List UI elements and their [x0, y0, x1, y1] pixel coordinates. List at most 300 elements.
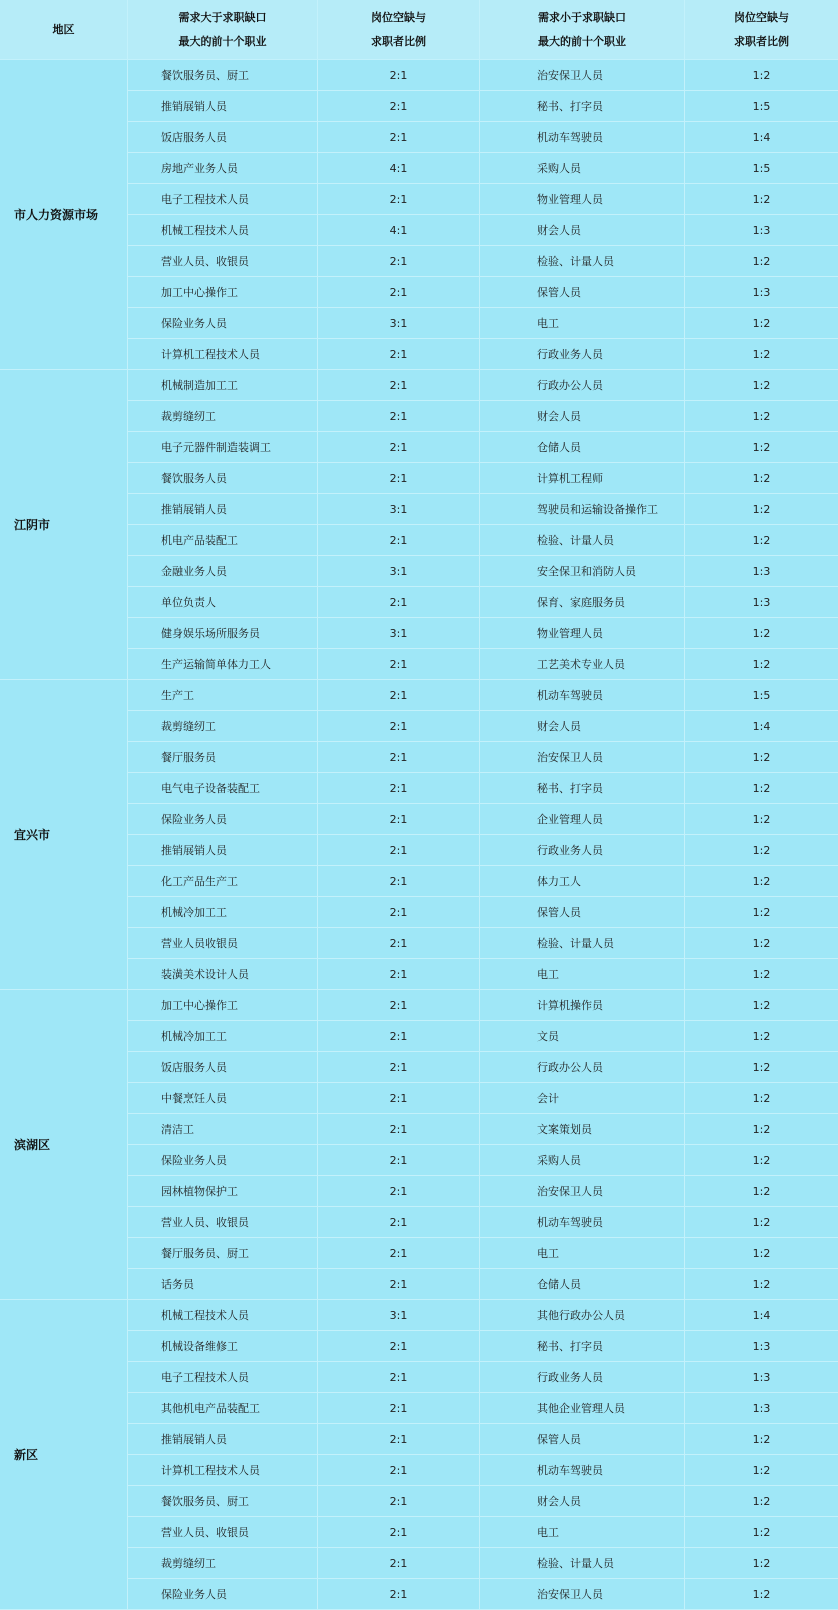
high-demand-occupation: 餐饮服务员、厨工: [161, 1495, 249, 1508]
high-demand-ratio-cell: [318, 1393, 480, 1424]
high-demand-occupation-cell: [128, 1486, 318, 1517]
high-demand-occupation: 饭店服务人员: [161, 1061, 227, 1074]
low-demand-occupation-cell: [480, 742, 685, 773]
high-demand-ratio-cell: [318, 990, 480, 1021]
low-demand-ratio-cell: [685, 1176, 838, 1207]
high-demand-occupation-cell: [128, 897, 318, 928]
low-demand-occupation: 文案策划员: [537, 1123, 592, 1136]
low-demand-occupation-cell: [480, 1331, 685, 1362]
high-demand-ratio-cell: [318, 122, 480, 153]
low-demand-ratio-cell: [685, 1548, 838, 1579]
low-demand-ratio-cell: [685, 308, 838, 339]
high-demand-ratio: 2:1: [389, 936, 408, 950]
high-demand-occupation-cell: [128, 463, 318, 494]
header-low-demand-ratio: [685, 0, 838, 60]
low-demand-occupation: 物业管理人员: [537, 193, 603, 206]
high-demand-ratio: 2:1: [389, 1215, 408, 1229]
high-demand-occupation-cell: [128, 1269, 318, 1300]
low-demand-ratio: 1:2: [752, 967, 771, 981]
high-demand-occupation: 裁剪缝纫工: [161, 410, 216, 423]
high-demand-occupation-cell: [128, 1207, 318, 1238]
low-demand-occupation: 计算机操作员: [537, 999, 603, 1012]
low-demand-ratio-cell: [685, 649, 838, 680]
high-demand-ratio: 2:1: [389, 1556, 408, 1570]
low-demand-ratio: 1:4: [752, 1308, 771, 1322]
low-demand-occupation-cell: [480, 1486, 685, 1517]
low-demand-ratio-cell: [685, 339, 838, 370]
high-demand-occupation: 营业人员、收银员: [161, 1216, 249, 1229]
low-demand-occupation: 检验、计量人员: [537, 534, 614, 547]
low-demand-ratio: 1:2: [752, 750, 771, 764]
low-demand-ratio: 1:2: [752, 502, 771, 516]
high-demand-ratio-cell: [318, 339, 480, 370]
low-demand-ratio: 1:2: [752, 378, 771, 392]
high-demand-ratio-cell: [318, 1424, 480, 1455]
high-demand-occupation: 保险业务人员: [161, 317, 227, 330]
high-demand-ratio-cell: [318, 773, 480, 804]
high-demand-ratio-cell: [318, 556, 480, 587]
low-demand-occupation: 机动车驾驶员: [537, 1216, 603, 1229]
high-demand-occupation: 园林植物保护工: [161, 1185, 238, 1198]
low-demand-ratio: 1:2: [752, 1184, 771, 1198]
low-demand-ratio-cell: [685, 494, 838, 525]
header-high-ratio-line-1: 岗位空缺与: [371, 10, 426, 24]
low-demand-occupation-cell: [480, 959, 685, 990]
high-demand-ratio: 2:1: [389, 595, 408, 609]
high-demand-ratio: 2:1: [389, 1122, 408, 1136]
low-demand-ratio-cell: [685, 122, 838, 153]
low-demand-occupation: 财会人员: [537, 410, 581, 423]
low-demand-ratio-cell: [685, 1114, 838, 1145]
high-demand-ratio-cell: [318, 587, 480, 618]
low-demand-ratio: 1:2: [752, 1122, 771, 1136]
low-demand-ratio: 1:2: [752, 905, 771, 919]
header-region: [0, 0, 128, 60]
low-demand-occupation-cell: [480, 1548, 685, 1579]
high-demand-ratio: 3:1: [389, 502, 408, 516]
low-demand-occupation-cell: [480, 246, 685, 277]
low-demand-occupation: 检验、计量人员: [537, 937, 614, 950]
low-demand-occupation: 行政办公人员: [537, 379, 603, 392]
high-demand-occupation-cell: [128, 1052, 318, 1083]
high-demand-ratio: 2:1: [389, 471, 408, 485]
header-low-title-line-1: 需求小于求职缺口: [538, 10, 626, 24]
high-demand-ratio-cell: [318, 1362, 480, 1393]
high-demand-ratio: 4:1: [389, 223, 408, 237]
low-demand-ratio: 1:5: [752, 688, 771, 702]
high-demand-occupation-cell: [128, 122, 318, 153]
high-demand-occupation-cell: [128, 370, 318, 401]
low-demand-ratio: 1:2: [752, 254, 771, 268]
low-demand-ratio-cell: [685, 1021, 838, 1052]
low-demand-occupation: 计算机工程师: [537, 472, 603, 485]
header-low-title-line-2: 最大的前十个职业: [538, 34, 626, 48]
low-demand-occupation: 保管人员: [537, 906, 581, 919]
high-demand-occupation: 计算机工程技术人员: [161, 348, 260, 361]
region-name: 滨湖区: [14, 1138, 51, 1152]
high-demand-ratio-cell: [318, 494, 480, 525]
high-demand-occupation-cell: [128, 959, 318, 990]
low-demand-ratio-cell: [685, 866, 838, 897]
low-demand-ratio: 1:2: [752, 1432, 771, 1446]
low-demand-ratio-cell: [685, 246, 838, 277]
high-demand-ratio: 2:1: [389, 719, 408, 733]
high-demand-ratio-cell: [318, 1238, 480, 1269]
low-demand-ratio: 1:2: [752, 68, 771, 82]
low-demand-occupation-cell: [480, 60, 685, 91]
low-demand-occupation-cell: [480, 1517, 685, 1548]
low-demand-occupation-cell: [480, 1300, 685, 1331]
low-demand-occupation-cell: [480, 835, 685, 866]
low-demand-occupation-cell: [480, 990, 685, 1021]
high-demand-occupation-cell: [128, 1393, 318, 1424]
low-demand-occupation: 检验、计量人员: [537, 1557, 614, 1570]
low-demand-ratio: 1:2: [752, 533, 771, 547]
high-demand-ratio-cell: [318, 215, 480, 246]
low-demand-ratio: 1:2: [752, 812, 771, 826]
high-demand-ratio-cell: [318, 91, 480, 122]
high-demand-ratio: 2:1: [389, 998, 408, 1012]
low-demand-ratio: 1:2: [752, 1029, 771, 1043]
low-demand-occupation-cell: [480, 866, 685, 897]
low-demand-ratio-cell: [685, 1207, 838, 1238]
low-demand-occupation-cell: [480, 1145, 685, 1176]
high-demand-occupation-cell: [128, 711, 318, 742]
low-demand-occupation-cell: [480, 1579, 685, 1610]
low-demand-occupation: 工艺美术专业人员: [537, 658, 625, 671]
low-demand-ratio-cell: [685, 215, 838, 246]
low-demand-ratio: 1:2: [752, 347, 771, 361]
high-demand-occupation-cell: [128, 494, 318, 525]
high-demand-ratio-cell: [318, 1331, 480, 1362]
high-demand-ratio-cell: [318, 804, 480, 835]
high-demand-occupation-cell: [128, 432, 318, 463]
header-high-demand-ratio: [318, 0, 480, 60]
high-demand-ratio-cell: [318, 866, 480, 897]
low-demand-ratio-cell: [685, 587, 838, 618]
high-demand-occupation-cell: [128, 1362, 318, 1393]
high-demand-ratio: 2:1: [389, 254, 408, 268]
high-demand-ratio: 2:1: [389, 1370, 408, 1384]
high-demand-occupation-cell: [128, 1114, 318, 1145]
high-demand-ratio-cell: [318, 1269, 480, 1300]
low-demand-ratio: 1:2: [752, 440, 771, 454]
high-demand-ratio-cell: [318, 60, 480, 91]
high-demand-occupation: 推销展销人员: [161, 100, 227, 113]
low-demand-occupation: 体力工人: [537, 875, 581, 888]
low-demand-ratio-cell: [685, 1300, 838, 1331]
high-demand-occupation: 单位负责人: [161, 596, 216, 609]
low-demand-occupation: 保育、家庭服务员: [537, 596, 625, 609]
low-demand-ratio-cell: [685, 432, 838, 463]
high-demand-occupation: 保险业务人员: [161, 1588, 227, 1601]
high-demand-occupation: 健身娱乐场所服务员: [161, 627, 260, 640]
low-demand-occupation: 采购人员: [537, 162, 581, 175]
low-demand-occupation: 治安保卫人员: [537, 751, 603, 764]
high-demand-occupation-cell: [128, 1517, 318, 1548]
high-demand-occupation-cell: [128, 1083, 318, 1114]
high-demand-occupation: 机械工程技术人员: [161, 224, 249, 237]
high-demand-occupation: 机械制造加工工: [161, 379, 238, 392]
high-demand-ratio: 2:1: [389, 905, 408, 919]
low-demand-occupation-cell: [480, 308, 685, 339]
region-name: 新区: [14, 1448, 39, 1462]
high-demand-occupation: 电子元器件制造装调工: [161, 441, 271, 454]
high-demand-occupation: 话务员: [161, 1278, 194, 1291]
high-demand-occupation: 裁剪缝纫工: [161, 720, 216, 733]
high-demand-ratio-cell: [318, 1548, 480, 1579]
low-demand-ratio: 1:3: [752, 1339, 771, 1353]
low-demand-ratio-cell: [685, 990, 838, 1021]
low-demand-ratio: 1:2: [752, 471, 771, 485]
low-demand-occupation: 机动车驾驶员: [537, 131, 603, 144]
high-demand-occupation: 其他机电产品装配工: [161, 1402, 260, 1415]
high-demand-ratio-cell: [318, 618, 480, 649]
high-demand-ratio-cell: [318, 1021, 480, 1052]
high-demand-ratio-cell: [318, 463, 480, 494]
high-demand-occupation: 推销展销人员: [161, 1433, 227, 1446]
low-demand-ratio-cell: [685, 1424, 838, 1455]
high-demand-occupation-cell: [128, 153, 318, 184]
low-demand-ratio-cell: [685, 1238, 838, 1269]
high-demand-ratio-cell: [318, 153, 480, 184]
low-demand-ratio: 1:3: [752, 1401, 771, 1415]
low-demand-occupation: 财会人员: [537, 1495, 581, 1508]
low-demand-ratio: 1:2: [752, 192, 771, 206]
low-demand-occupation: 行政业务人员: [537, 844, 603, 857]
high-demand-occupation: 餐饮服务人员: [161, 472, 227, 485]
high-demand-occupation: 推销展销人员: [161, 844, 227, 857]
low-demand-ratio-cell: [685, 680, 838, 711]
low-demand-occupation: 行政办公人员: [537, 1061, 603, 1074]
high-demand-occupation: 计算机工程技术人员: [161, 1464, 260, 1477]
low-demand-ratio-cell: [685, 525, 838, 556]
low-demand-ratio-cell: [685, 742, 838, 773]
high-demand-occupation-cell: [128, 990, 318, 1021]
high-demand-occupation-cell: [128, 1176, 318, 1207]
high-demand-ratio-cell: [318, 680, 480, 711]
low-demand-occupation-cell: [480, 1393, 685, 1424]
low-demand-occupation-cell: [480, 556, 685, 587]
low-demand-occupation: 治安保卫人员: [537, 1185, 603, 1198]
low-demand-occupation-cell: [480, 1021, 685, 1052]
high-demand-occupation: 餐厅服务员、厨工: [161, 1247, 249, 1260]
region-name: 市人力资源市场: [14, 208, 99, 222]
low-demand-ratio: 1:2: [752, 1556, 771, 1570]
low-demand-occupation-cell: [480, 618, 685, 649]
high-demand-ratio: 2:1: [389, 1525, 408, 1539]
high-demand-occupation-cell: [128, 91, 318, 122]
header-high-title-line-1: 需求大于求职缺口: [178, 10, 267, 24]
high-demand-ratio: 2:1: [389, 99, 408, 113]
low-demand-ratio-cell: [685, 1393, 838, 1424]
header-low-ratio-line-2: 求职者比例: [734, 34, 789, 48]
low-demand-ratio: 1:4: [752, 130, 771, 144]
high-demand-ratio: 2:1: [389, 1277, 408, 1291]
low-demand-ratio-cell: [685, 1362, 838, 1393]
high-demand-occupation-cell: [128, 773, 318, 804]
low-demand-occupation: 电工: [537, 1526, 559, 1539]
low-demand-ratio: 1:2: [752, 1525, 771, 1539]
low-demand-occupation: 企业管理人员: [537, 813, 603, 826]
region-name: 江阴市: [14, 518, 51, 532]
low-demand-occupation-cell: [480, 370, 685, 401]
high-demand-ratio-cell: [318, 1207, 480, 1238]
high-demand-occupation: 营业人员、收银员: [161, 255, 249, 268]
header-region-label: 地区: [52, 22, 75, 36]
low-demand-ratio: 1:2: [752, 1153, 771, 1167]
high-demand-ratio: 2:1: [389, 440, 408, 454]
low-demand-ratio-cell: [685, 928, 838, 959]
high-demand-occupation: 机械冷加工工: [161, 1030, 227, 1043]
high-demand-occupation: 清洁工: [161, 1123, 194, 1136]
low-demand-ratio: 1:3: [752, 223, 771, 237]
high-demand-ratio-cell: [318, 1176, 480, 1207]
high-demand-ratio: 2:1: [389, 1401, 408, 1415]
low-demand-ratio: 1:2: [752, 1463, 771, 1477]
low-demand-occupation-cell: [480, 525, 685, 556]
low-demand-occupation-cell: [480, 215, 685, 246]
high-demand-occupation-cell: [128, 1021, 318, 1052]
high-demand-occupation: 电气电子设备装配工: [161, 782, 260, 795]
low-demand-ratio: 1:2: [752, 781, 771, 795]
high-demand-occupation: 机械冷加工工: [161, 906, 227, 919]
high-demand-ratio-cell: [318, 1083, 480, 1114]
low-demand-ratio-cell: [685, 1579, 838, 1610]
high-demand-ratio: 2:1: [389, 409, 408, 423]
low-demand-occupation-cell: [480, 91, 685, 122]
low-demand-ratio-cell: [685, 60, 838, 91]
low-demand-ratio-cell: [685, 804, 838, 835]
low-demand-occupation: 电工: [537, 317, 559, 330]
high-demand-ratio: 3:1: [389, 316, 408, 330]
high-demand-occupation: 金融业务人员: [161, 565, 227, 578]
region-cell: [0, 60, 128, 370]
low-demand-occupation-cell: [480, 897, 685, 928]
region-name: 宜兴市: [14, 828, 51, 842]
high-demand-occupation-cell: [128, 184, 318, 215]
high-demand-ratio: 2:1: [389, 285, 408, 299]
low-demand-occupation: 采购人员: [537, 1154, 581, 1167]
high-demand-occupation-cell: [128, 742, 318, 773]
low-demand-occupation: 行政业务人员: [537, 1371, 603, 1384]
high-demand-ratio: 2:1: [389, 657, 408, 671]
high-demand-ratio-cell: [318, 184, 480, 215]
high-demand-ratio-cell: [318, 370, 480, 401]
low-demand-ratio-cell: [685, 153, 838, 184]
high-demand-ratio-cell: [318, 1455, 480, 1486]
high-demand-ratio-cell: [318, 1579, 480, 1610]
low-demand-occupation-cell: [480, 587, 685, 618]
high-demand-occupation-cell: [128, 649, 318, 680]
high-demand-occupation: 装潢美术设计人员: [161, 968, 249, 981]
low-demand-occupation: 秘书、打字员: [537, 1340, 603, 1353]
low-demand-ratio: 1:2: [752, 1246, 771, 1260]
low-demand-ratio: 1:2: [752, 409, 771, 423]
low-demand-ratio: 1:3: [752, 564, 771, 578]
low-demand-occupation: 驾驶员和运输设备操作工: [537, 503, 658, 516]
header-high-demand-occupations: [128, 0, 318, 60]
high-demand-ratio: 2:1: [389, 1029, 408, 1043]
high-demand-occupation-cell: [128, 928, 318, 959]
low-demand-ratio-cell: [685, 711, 838, 742]
high-demand-occupation: 机电产品装配工: [161, 534, 238, 547]
low-demand-ratio-cell: [685, 1331, 838, 1362]
high-demand-ratio-cell: [318, 525, 480, 556]
low-demand-occupation-cell: [480, 463, 685, 494]
low-demand-ratio: 1:5: [752, 161, 771, 175]
low-demand-occupation: 机动车驾驶员: [537, 689, 603, 702]
low-demand-occupation-cell: [480, 1424, 685, 1455]
high-demand-occupation: 机械工程技术人员: [161, 1309, 249, 1322]
low-demand-occupation-cell: [480, 339, 685, 370]
high-demand-ratio: 2:1: [389, 1463, 408, 1477]
high-demand-ratio: 2:1: [389, 347, 408, 361]
low-demand-occupation: 其他企业管理人员: [537, 1402, 625, 1415]
high-demand-ratio: 2:1: [389, 378, 408, 392]
low-demand-occupation-cell: [480, 1083, 685, 1114]
low-demand-occupation-cell: [480, 773, 685, 804]
low-demand-ratio: 1:2: [752, 657, 771, 671]
low-demand-occupation-cell: [480, 401, 685, 432]
low-demand-ratio-cell: [685, 1083, 838, 1114]
low-demand-ratio: 1:2: [752, 1494, 771, 1508]
low-demand-ratio-cell: [685, 1517, 838, 1548]
low-demand-occupation: 文员: [537, 1030, 559, 1043]
high-demand-ratio: 3:1: [389, 564, 408, 578]
low-demand-ratio-cell: [685, 401, 838, 432]
high-demand-ratio-cell: [318, 308, 480, 339]
high-demand-occupation-cell: [128, 401, 318, 432]
high-demand-ratio: 2:1: [389, 1184, 408, 1198]
low-demand-ratio-cell: [685, 370, 838, 401]
high-demand-ratio: 2:1: [389, 843, 408, 857]
low-demand-ratio: 1:3: [752, 1370, 771, 1384]
header-high-ratio-line-2: 求职者比例: [371, 34, 426, 48]
low-demand-occupation: 保管人员: [537, 286, 581, 299]
high-demand-ratio-cell: [318, 1300, 480, 1331]
low-demand-occupation: 行政业务人员: [537, 348, 603, 361]
low-demand-ratio-cell: [685, 959, 838, 990]
low-demand-ratio: 1:2: [752, 1587, 771, 1601]
high-demand-ratio: 3:1: [389, 626, 408, 640]
low-demand-occupation: 仓储人员: [537, 1278, 581, 1291]
low-demand-occupation: 保管人员: [537, 1433, 581, 1446]
high-demand-occupation: 生产运输简单体力工人: [161, 658, 271, 671]
high-demand-occupation-cell: [128, 618, 318, 649]
high-demand-occupation-cell: [128, 587, 318, 618]
high-demand-ratio-cell: [318, 277, 480, 308]
low-demand-occupation: 电工: [537, 968, 559, 981]
low-demand-occupation-cell: [480, 1238, 685, 1269]
high-demand-occupation: 营业人员、收银员: [161, 1526, 249, 1539]
high-demand-ratio-cell: [318, 1517, 480, 1548]
low-demand-occupation-cell: [480, 494, 685, 525]
high-demand-occupation-cell: [128, 1238, 318, 1269]
high-demand-ratio-cell: [318, 649, 480, 680]
low-demand-occupation-cell: [480, 122, 685, 153]
low-demand-occupation: 安全保卫和消防人员: [537, 565, 636, 578]
low-demand-occupation-cell: [480, 1176, 685, 1207]
high-demand-ratio: 2:1: [389, 874, 408, 888]
high-demand-occupation: 电子工程技术人员: [161, 193, 249, 206]
low-demand-occupation-cell: [480, 153, 685, 184]
low-demand-occupation-cell: [480, 1269, 685, 1300]
low-demand-ratio-cell: [685, 1145, 838, 1176]
high-demand-ratio-cell: [318, 1052, 480, 1083]
low-demand-occupation-cell: [480, 1052, 685, 1083]
high-demand-occupation-cell: [128, 1424, 318, 1455]
